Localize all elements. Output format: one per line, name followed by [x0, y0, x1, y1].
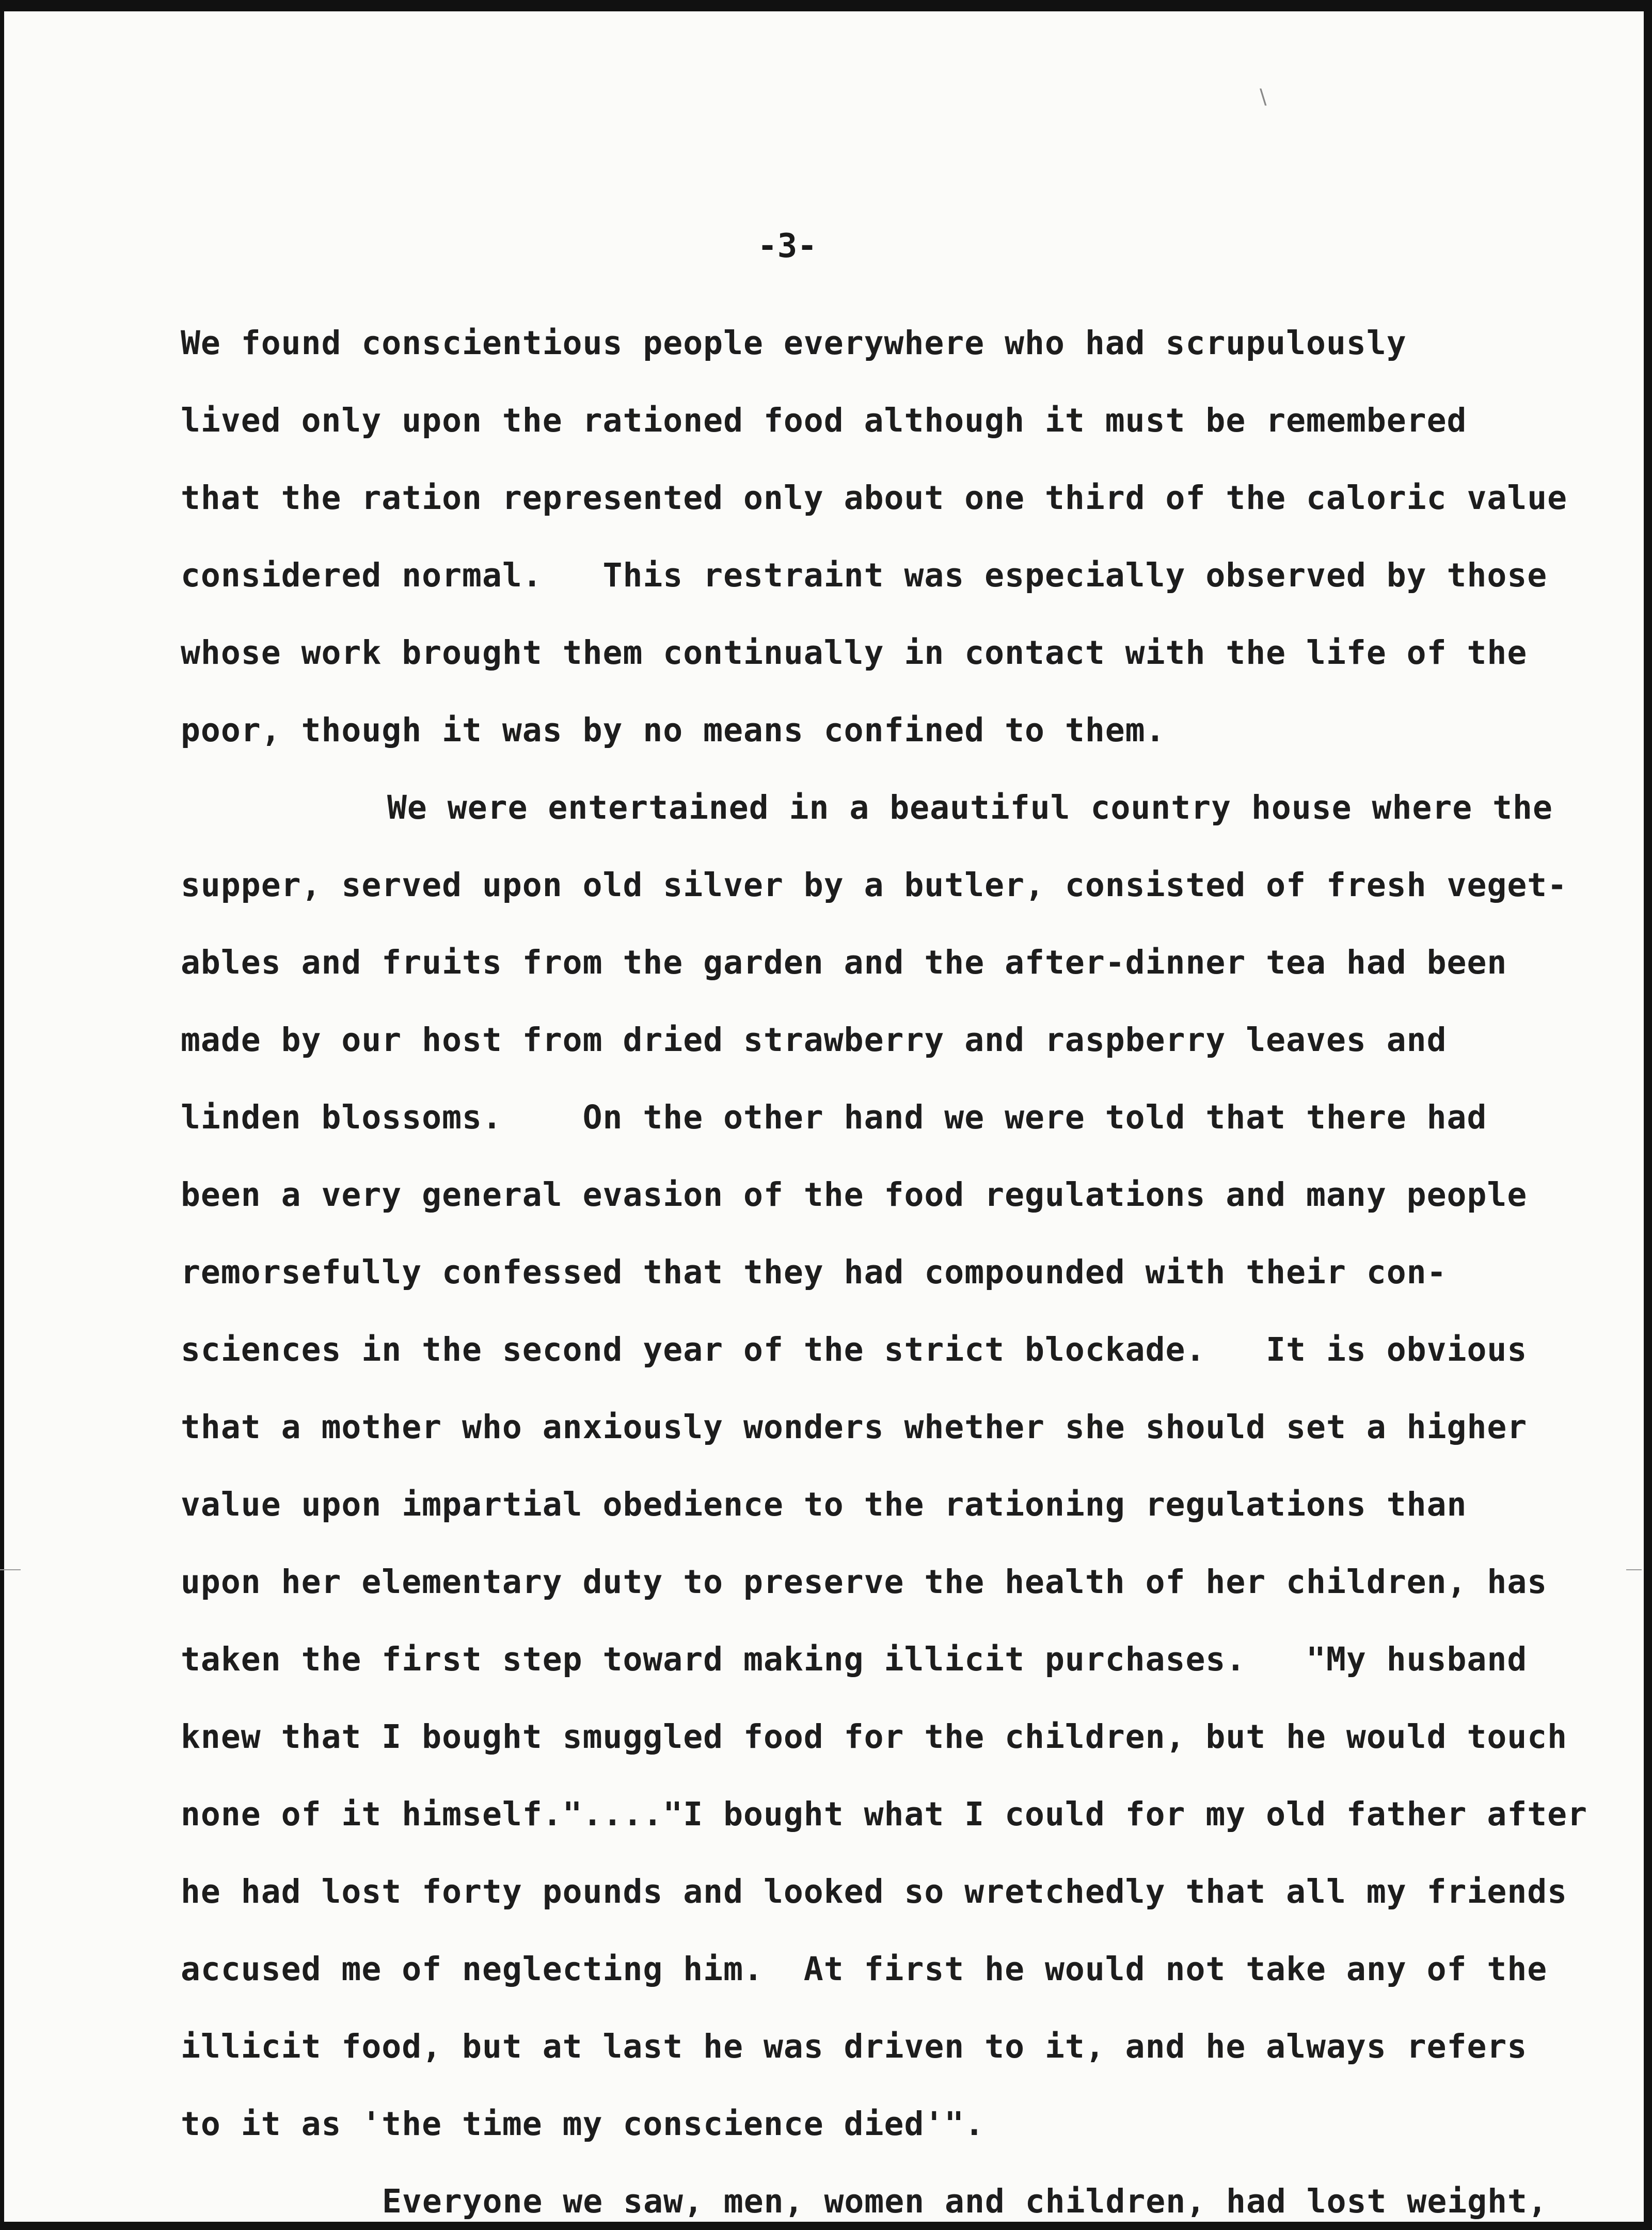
text-line: that the ration represented only about one third of the caloric value — [181, 479, 1568, 517]
text-line: accused me of neglecting him. At first he would not take any of the — [181, 1950, 1548, 1988]
text-line: that a mother who anxiously wonders whether she should set a higher — [181, 1408, 1528, 1446]
document-body — [181, 305, 1588, 2230]
text-line: illicit food, but at last he was driven to it, and he always refers — [181, 2028, 1528, 2065]
text-line: Everyone we saw, men, women and children, had lost weight, — [382, 2183, 1548, 2220]
text-line: poor, though it was by no means confined to them. — [181, 711, 1166, 749]
text-line: to it as 'the time my conscience died'". — [181, 2105, 985, 2143]
page-number: -3- — [757, 227, 817, 265]
text-line: lived only upon the rationed food although it must be remembered — [181, 402, 1467, 439]
paragraph-3 — [181, 2163, 1549, 2230]
scan-edge-mark-left — [0, 1569, 21, 1570]
scan-speck: \ — [1260, 85, 1267, 109]
text-line: sciences in the second year of the strict blockade. It is obvious — [181, 1331, 1528, 1368]
text-line: remorsefully confessed that they had compounded with their con- — [181, 1253, 1447, 1291]
text-line: made by our host from dried strawberry and raspberry leaves and — [181, 1021, 1447, 1059]
text-line: he had lost forty pounds and looked so wretchedly that all my friends — [181, 1873, 1568, 1910]
text-line: supper, served upon old silver by a butler, consisted of fresh veget- — [181, 866, 1568, 904]
text-line: been a very general evasion of the food regulations and many people — [181, 1176, 1528, 1214]
scan-edge-mark-right — [1626, 1569, 1642, 1570]
text-line: knew that I bought smuggled food for the children, but he would touch — [181, 1718, 1568, 1756]
text-line: ables and fruits from the garden and the after-dinner tea had been — [181, 944, 1507, 981]
text-line: taken the first step toward making illicit purchases. "My husband — [181, 1640, 1528, 1678]
text-line: We found conscientious people everywhere who had scrupulously — [181, 324, 1407, 362]
text-line: linden blossoms. On the other hand we were told that there had — [181, 1098, 1487, 1136]
text-line: upon her elementary duty to preserve the health of her children, has — [181, 1563, 1548, 1601]
text-line: considered normal. This restraint was especially observed by those — [181, 556, 1548, 594]
paragraph-2 — [181, 769, 1588, 2163]
text-line: We were entertained in a beautiful country house where the — [387, 789, 1553, 826]
text-line: none of it himself."...."I bought what I could for my old father after — [181, 1795, 1588, 1833]
paragraph-1 — [181, 305, 1568, 769]
text-line: value upon impartial obedience to the rationing regulations than — [181, 1486, 1467, 1523]
text-line: whose work brought them continually in contact with the life of the — [181, 634, 1528, 672]
